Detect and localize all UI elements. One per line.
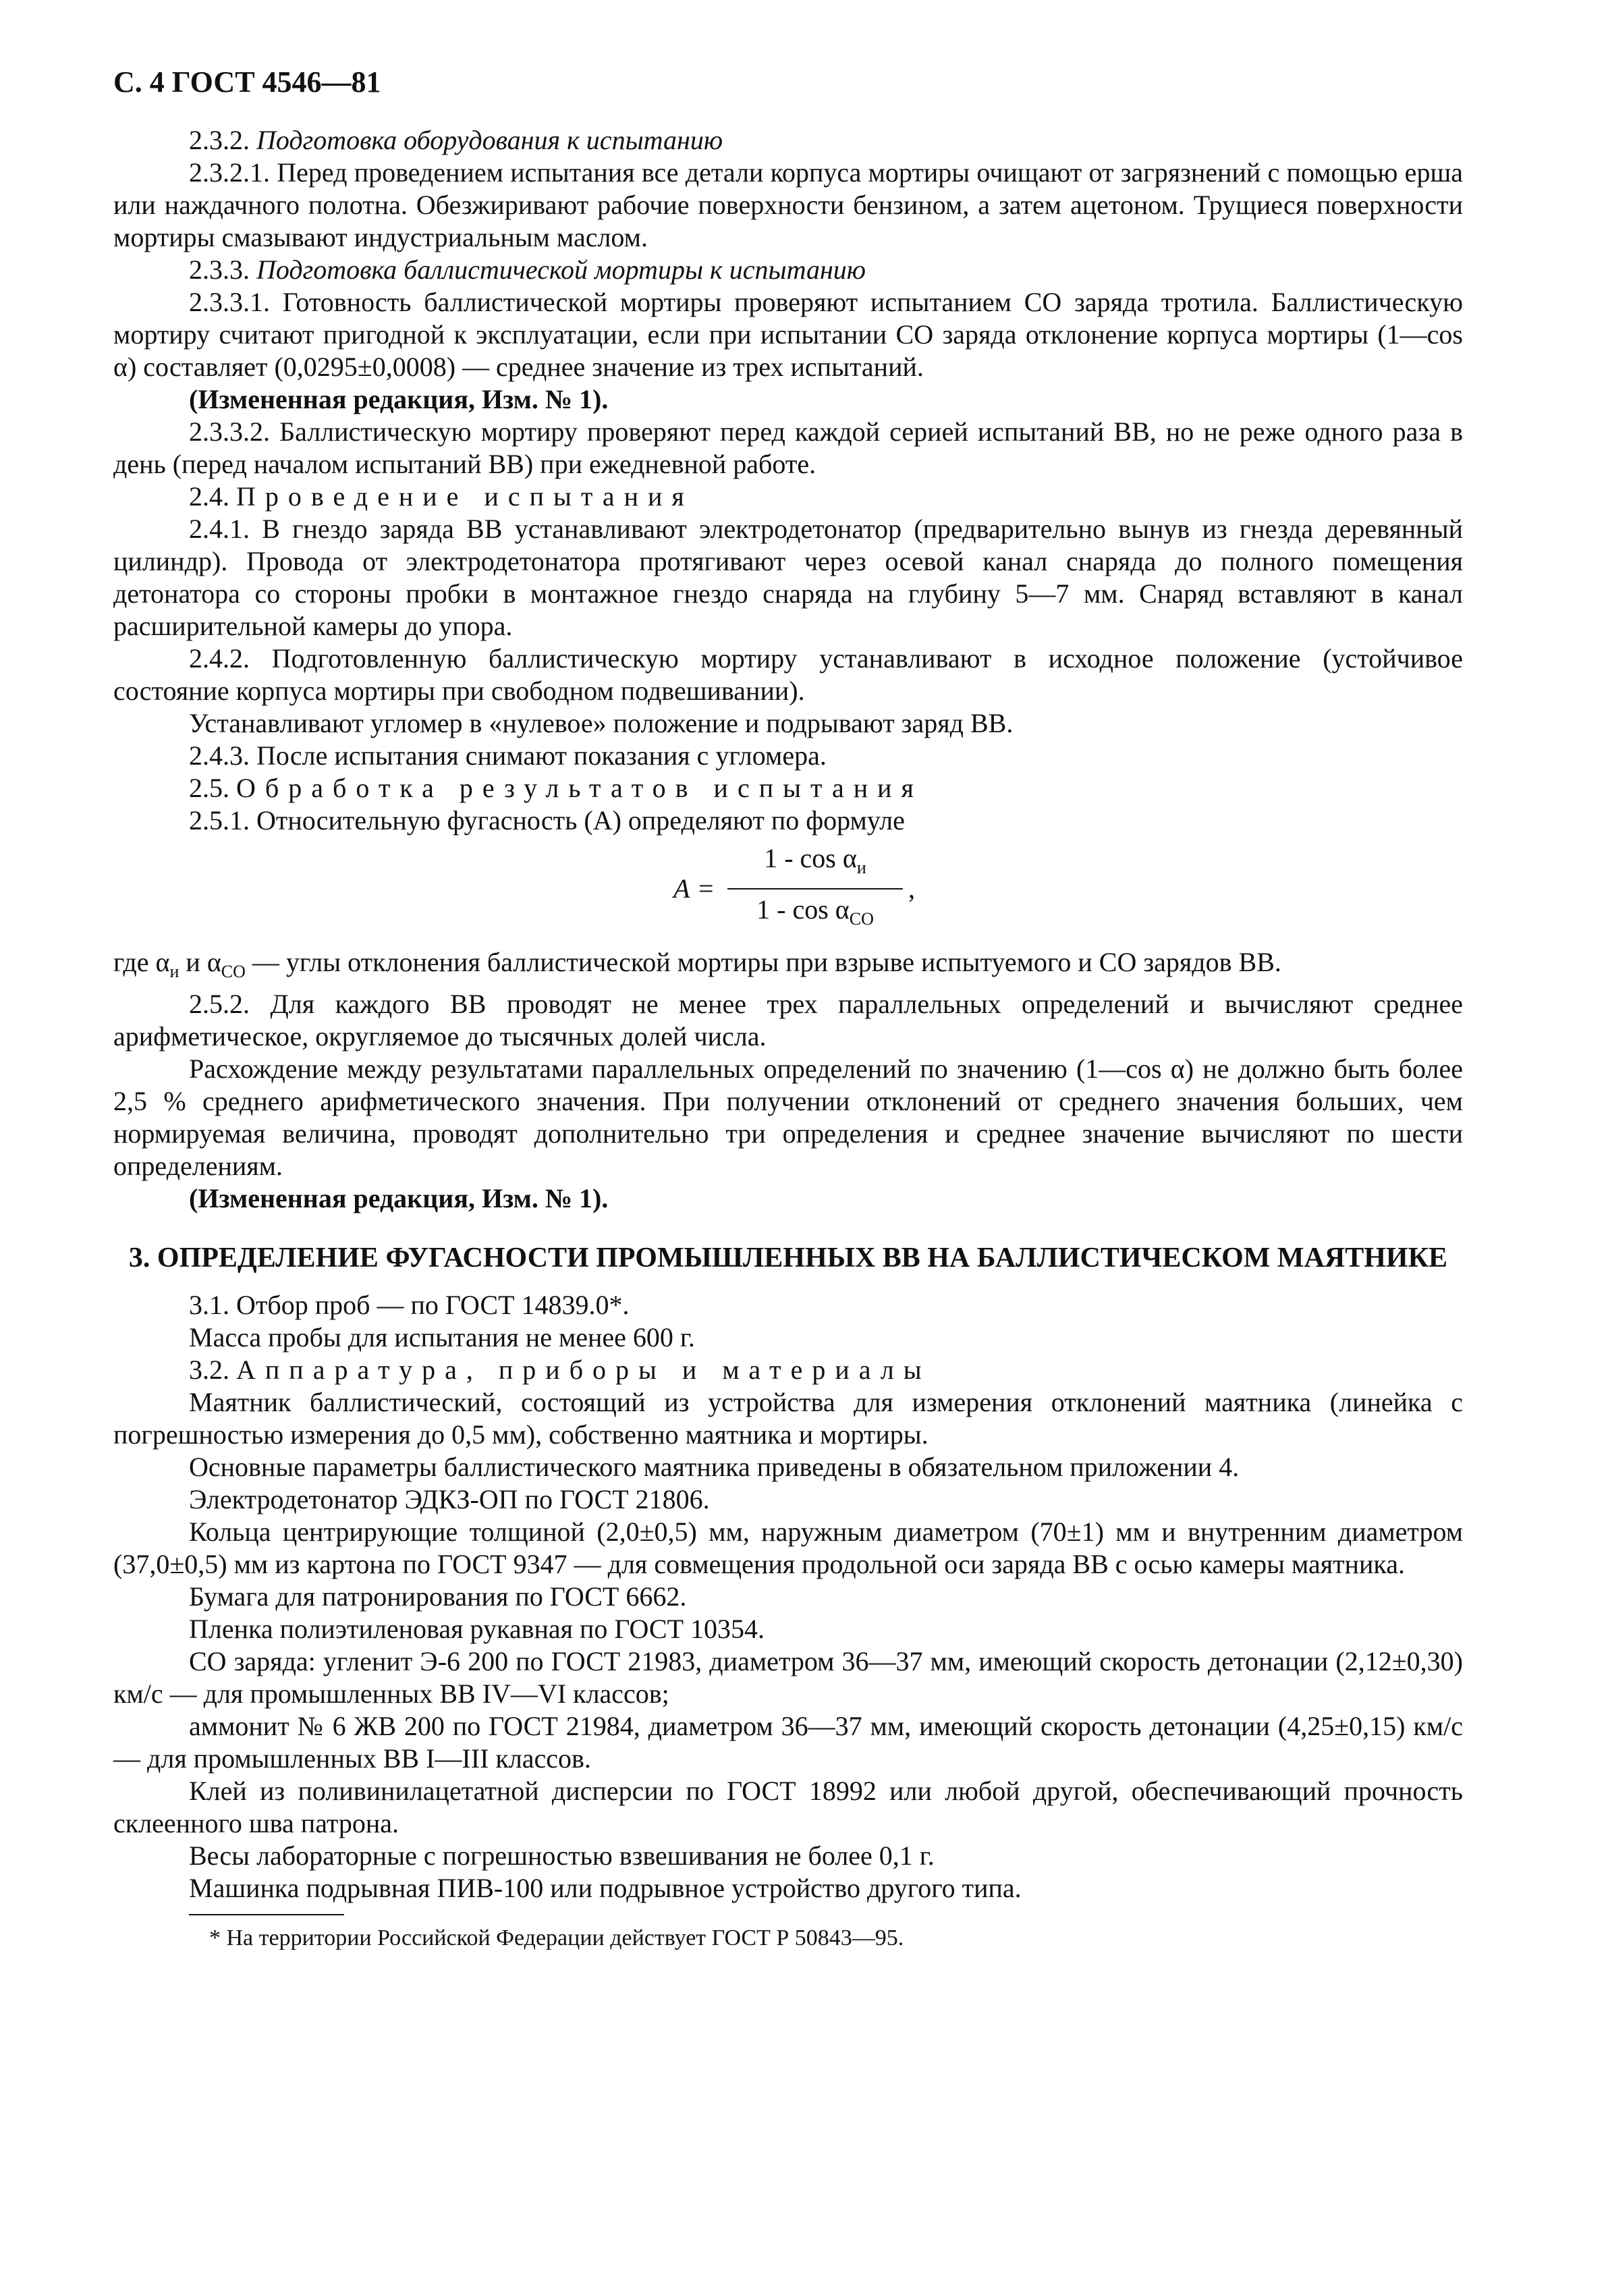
- clause-title: Аппаратура, приборы и материалы: [236, 1355, 931, 1385]
- paragraph-2-5: [113, 772, 1463, 804]
- amendment-note: (Измененная редакция, Изм. № 1).: [189, 1183, 609, 1213]
- paragraph-rings: Кольца центрирующие толщиной (2,0±0,5) мм, наружным диаметром (70±1) мм и внутренним диаметром (37,0±0,5) мм из картона по ГОСТ 9347 — для совмещения продольной оси заряда ВВ с осью камеры маятника.: [113, 1516, 1463, 1579]
- page-header: С. 4 ГОСТ 4546—81: [113, 65, 381, 99]
- paragraph-parameters: Основные параметры баллистического маятника приведены в обязательном приложении 4.: [189, 1452, 1240, 1482]
- footnote-divider: [189, 1914, 344, 1915]
- paragraph-3-2: [113, 1354, 1463, 1386]
- document-page: [113, 65, 1463, 1953]
- formula-fraction: [727, 842, 903, 935]
- clause-number: 2.4.: [189, 481, 229, 512]
- paragraph-2-3-3-2: 2.3.3.2. Баллистическую мортиру проверяют перед каждой серией испытаний ВВ, но не реже одного раза в день (перед началом испытаний ВВ) при ежедневной работе.: [113, 416, 1463, 479]
- paragraph-2-3-2: [113, 124, 1463, 157]
- formula-comma: ,: [908, 873, 915, 904]
- formula-legend: где $\alpha_и$ и $\alpha_{CO}$ — углы отклонения баллистической мортиры при взрыве испытуемого и СО зарядов ВВ.: [113, 947, 1281, 981]
- paragraph-2-4-3: 2.4.3. После испытания снимают показания с угломера.: [189, 740, 827, 771]
- footnote: * На территории Российской Федерации действует ГОСТ Р 50843—95.: [209, 1925, 904, 1950]
- paragraph-glue: Клей из поливинилацетатной дисперсии по ГОСТ 18992 или любой другой, обеспечивающий прочность склеенного шва патрона.: [113, 1776, 1463, 1838]
- paragraph-2-3-2-1: 2.3.2.1. Перед проведением испытания все детали корпуса мортиры очищают от загрязнений с помощью ерша или наждачного полотна. Обезжиривают рабочие поверхности бензином, а затем ацетоном. Трущиеся поверхности мортиры смазывают индустриальным маслом.: [113, 157, 1463, 252]
- paragraph-blasting-machine: Машинка подрывная ПИВ-100 или подрывное устройство другого типа.: [189, 1873, 1022, 1903]
- clause-number: 2.3.2.: [189, 125, 250, 155]
- paragraph-film: Пленка полиэтиленовая рукавная по ГОСТ 10354.: [189, 1614, 765, 1644]
- clause-title: Обработка результатов испытания: [236, 773, 923, 803]
- paragraph-discrepancy: Расхождение между результатами параллельных определений по значению (1—cos α) не должно быть более 2,5 % среднего арифметического значения. При получении отклонений от среднего значения больших, чем нормируемая величина, проводят дополнительно три определения и среднее значение вычисляют по шести определениям.: [113, 1054, 1463, 1181]
- clause-number: 2.5.: [189, 773, 229, 803]
- clause-number: 2.3.3.: [189, 254, 250, 285]
- paragraph-sample-mass: Масса пробы для испытания не менее 600 г.: [189, 1322, 695, 1352]
- amendment-note: (Измененная редакция, Изм. № 1).: [189, 384, 609, 414]
- formula-numerator: $1 - \cos \alpha_и$: [727, 842, 903, 890]
- paragraph-2-3-3: [113, 254, 1463, 286]
- paragraph-ammonite: аммонит № 6 ЖВ 200 по ГОСТ 21984, диаметром 36—37 мм, имеющий скорость детонации (4,25±0,15) км/с — для промышленных ВВ I—III классов.: [113, 1711, 1463, 1774]
- paragraph-2-5-2: 2.5.2. Для каждого ВВ проводят не менее трех параллельных определений и вычисляют среднее арифметическое, округляемое до тысячных долей числа.: [113, 989, 1463, 1051]
- paragraph-scales: Весы лабораторные с погрешностью взвешивания не более 0,1 г.: [189, 1840, 935, 1871]
- formula-relative-brisance: [113, 842, 1463, 944]
- paragraph-co-charges: СО заряда: угленит Э-6 200 по ГОСТ 21983, диаметром 36—37 мм, имеющий скорость детонации (2,12±0,30) км/с — для промышленных ВВ IV—VI классов;: [113, 1646, 1463, 1709]
- formula-lhs: А =: [673, 873, 715, 904]
- clause-title: Подготовка баллистической мортиры к испытанию: [256, 254, 866, 285]
- section-3-title: 3. ОПРЕДЕЛЕНИЕ ФУГАСНОСТИ ПРОМЫШЛЕННЫХ ВВ НА БАЛЛИСТИЧЕСКОМ МАЯТНИКЕ: [128, 1242, 1448, 1274]
- paragraph-2-4: [113, 481, 1463, 513]
- paragraph-paper: Бумага для патронирования по ГОСТ 6662.: [189, 1581, 687, 1612]
- clause-title: Подготовка оборудования к испытанию: [256, 125, 723, 155]
- paragraph-2-5-1: 2.5.1. Относительную фугасность (А) определяют по формуле: [189, 805, 905, 836]
- clause-title: Проведение испытания: [236, 481, 694, 512]
- paragraph-pendulum: Маятник баллистический, состоящий из устройства для измерения отклонений маятника (линейка с погрешностью измерения до 0,5 мм), собственно маятника и мортиры.: [113, 1387, 1463, 1450]
- paragraph-zero-setting: Устанавливают угломер в «нулевое» положение и подрывают заряд ВВ.: [189, 708, 1014, 738]
- paragraph-2-4-1: 2.4.1. В гнездо заряда ВВ устанавливают электродетонатор (предварительно вынув из гнезда деревянный цилиндр). Провода от электродетонатора протягивают через осевой канал снаряда до полного помещения детонатора со стороны пробки в монтажное гнездо снаряда на глубину 5—7 мм. Снаряд вставляют в канал расширительной камеры до упора.: [113, 514, 1463, 641]
- clause-number: 3.2.: [189, 1355, 229, 1385]
- formula-denominator: $1 - \cos \alpha_{CO}$: [756, 894, 874, 929]
- paragraph-2-3-3-1: 2.3.3.1. Готовность баллистической мортиры проверяют испытанием СО заряда тротила. Баллистическую мортиру считают пригодной к эксплуатации, если при испытании СО заряда отклонение корпуса мортиры (1—cos α) составляет (0,0295±0,0008) — среднее значение из трех испытаний.: [113, 287, 1463, 382]
- paragraph-3-1: 3.1. Отбор проб — по ГОСТ 14839.0*.: [189, 1290, 630, 1320]
- paragraph-2-4-2: 2.4.2. Подготовленную баллистическую мортиру устанавливают в исходное положение (устойчивое состояние корпуса мортиры при свободном подвешивании).: [113, 643, 1463, 706]
- paragraph-detonator: Электродетонатор ЭДКЗ-ОП по ГОСТ 21806.: [189, 1484, 710, 1514]
